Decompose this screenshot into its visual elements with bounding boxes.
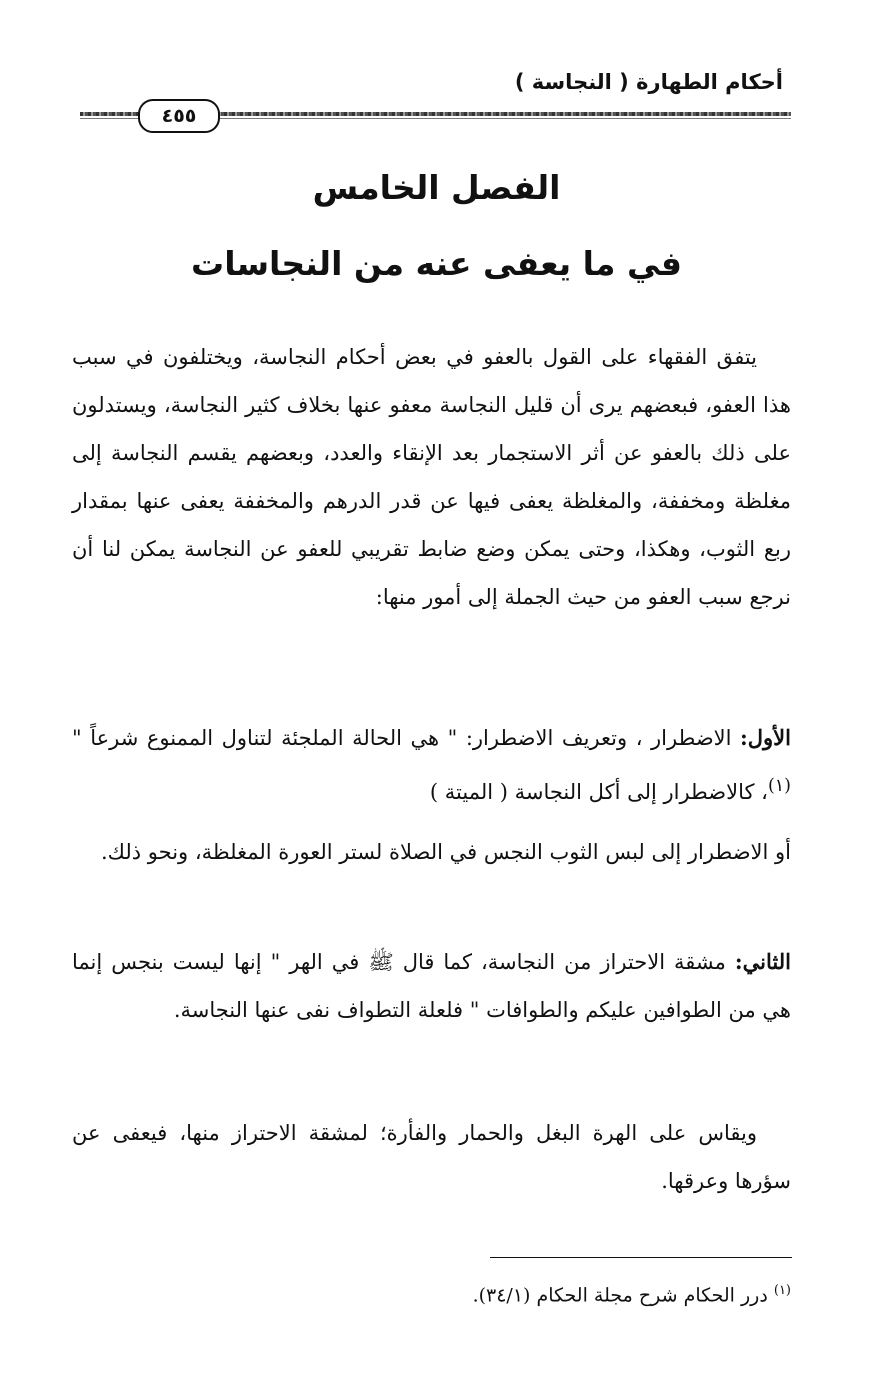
paragraph-analogy: ويقاس على الهرة البغل والحمار والفأرة؛ لمشقة الاحتراز منها، فيعفى عن سؤرها وعرقها. [72,1121,791,1193]
chapter-title: الفصل الخامس [312,168,561,207]
paragraph-intro: يتفق الفقهاء على القول بالعفو في بعض أحكام النجاسة، ويختلفون في سبب هذا العفو، فبعضهم يرى أن قليل النجاسة معفو عنها بخلاف كثير النجاسة، ويستدلون على ذلك بالعفو عن أثر الاستجمار بعد الإنقاء والعدد، وبعضهم يقسم النجاسة إلى مغلظة ومخففة، والمغلظة يعفى فيها عن قدر الدرهم والمخففة يعفى عنها بمقدار ربع الثوب، وهكذا، وحتى يمكن وضع ضابط تقريبي للعفو عن النجاسة يمكن لنا أن نرجع سبب العفو من حيث الجملة إلى أمور منها: [72,345,791,609]
chapter-subtitle: في ما يعفى عنه من النجاسات [191,244,682,283]
first-reason-text-b: ، كالاضطرار إلى أكل النجاسة ( الميتة ) [429,780,768,804]
second-reason-text: مشقة الاحتراز من النجاسة، كما قال ﷺ في الهر " إنها ليست بنجس إنما هي من الطوافين عليكم والطوافات " فلعلة التطواف نفى عنها النجاسة. [72,950,791,1022]
page-number: ٤٥٥ [138,99,220,133]
footnote [473,1283,791,1306]
running-header-title: أحكام الطهارة ( النجاسة ) [514,70,783,94]
footnote-reference[interactable]: (١) [767,776,791,796]
paragraph-clothing-example: أو الاضطرار إلى لبس الثوب النجس في الصلاة لستر العورة المغلظة، ونحو ذلك. [100,840,791,864]
footnote-text: درر الحكام شرح مجلة الحكام (٣٤/١). [472,1284,774,1307]
second-reason-label: الثاني: [734,949,791,974]
paragraph-second-reason [72,938,791,1034]
first-reason-text-a: الاضطرار ، وتعريف الاضطرار: " هي الحالة الملجئة لتناول الممنوع شرعاً " [72,726,741,750]
first-reason-label: الأول: [740,725,791,750]
footnote-divider [490,1257,792,1258]
paragraph-first-reason [72,714,791,816]
footnote-marker: (١) [773,1283,791,1298]
